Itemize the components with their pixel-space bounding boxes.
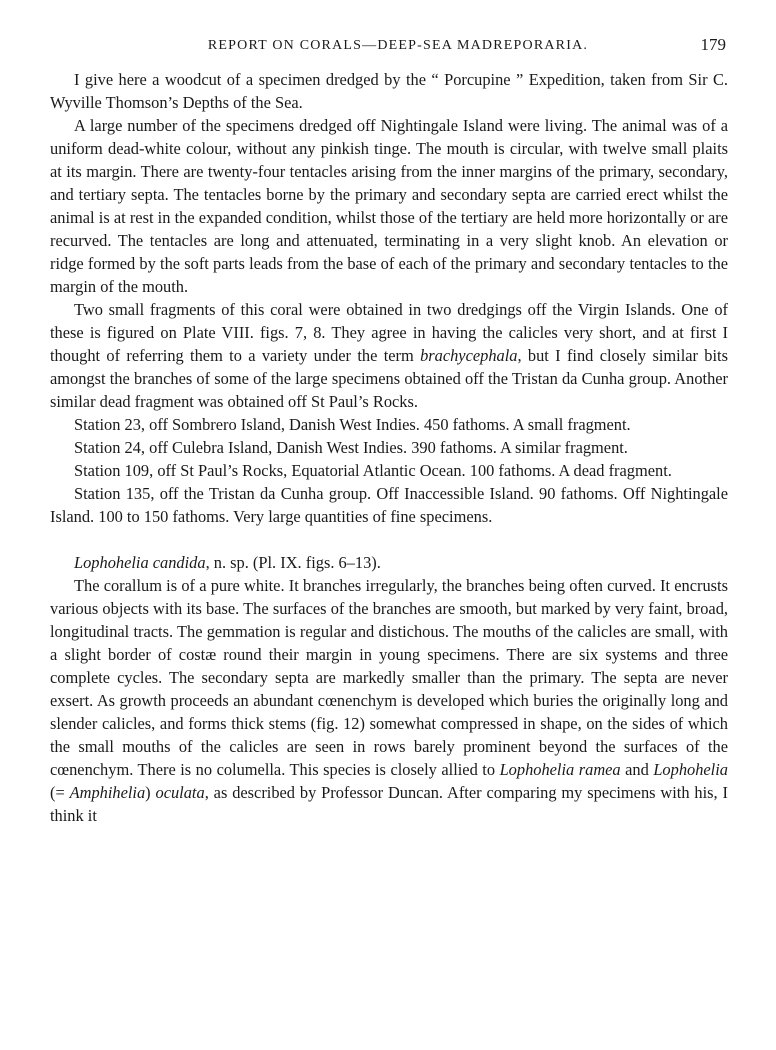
page-number: 179 — [700, 35, 726, 54]
species-heading — [50, 551, 728, 574]
description-text: The corallum is of a pure white. It branches irregularly, the branches being often curved. It encrusts various objects with its base. The surfaces of the branches are smooth, but marked by very faint, broad, longitudinal tracts. The gemmation is regular and distichous. The mouths of the calicles are small, with a slight border of costæ round their margin in young specimens. There are six systems and three complete cycles. The secondary septa are markedly smaller than the primary. The septa are never exsert. As growth proceeds an abundant cœnenchym is developed which buries the originally long and slender calicles, and forms thick stems (fig. 12) somewhat compressed in shape, on the sides of which the small mouths of the calicles are seen in rows barely prominent beyond the surfaces of the cœnenchym. There is no columella. This species is closely allied to — [50, 576, 728, 779]
station-entry: Station 109, off St Paul’s Rocks, Equatorial Atlantic Ocean. 100 fathoms. A dead fragment. — [74, 461, 672, 480]
species-reference: Amphihelia — [69, 783, 146, 802]
species-reference: oculata — [155, 783, 205, 802]
paragraph-text: Two small fragments of this coral were obtained in two dredgings off the Virgin Islands. One of these is figured on Plate VIII. figs. 7, 8. They agree in having the calicles very short, and at first I thought of referring them to a variety under the term — [50, 300, 728, 365]
station-entry: Station 135, off the Tristan da Cunha group. Off Inaccessible Island. 90 fathoms. Off Nightingale Island. 100 to 150 fathoms. Very large quantities of fine specimens. — [50, 484, 728, 526]
station-entry: Station 23, off Sombrero Island, Danish West Indies. 450 fathoms. A small fragment. — [74, 415, 631, 434]
station-entry: Station 24, off Culebra Island, Danish West Indies. 390 fathoms. A similar fragment. — [74, 438, 628, 457]
species-heading-suffix: , n. sp. (Pl. IX. figs. 6–13). — [205, 553, 381, 572]
description-text: and — [620, 760, 654, 779]
species-description — [50, 574, 728, 827]
document-page — [50, 35, 728, 827]
paragraph-living-animal: A large number of the specimens dredged off Nightingale Island were living. The animal was of a uniform dead-white colour, without any pinkish tinge. The mouth is circular, with twelve small plaits at its margin. There are twenty-four tentacles arising from the inner margins of the primary, secondary, and tertiary septa. The tentacles borne by the primary and secondary septa are carried erect whilst the animal is at rest in the expanded condition, whilst those of the tertiary are held more horizontally or are recurved. The tentacles are long and attenuated, terminating in a very slight knob. An elevation or ridge formed by the soft parts leads from the base of each of the primary and secondary tentacles to the margin of the mouth. — [50, 116, 728, 296]
paragraph-virgin-islands-fragments — [50, 298, 728, 413]
running-head — [50, 35, 728, 64]
description-text: ) — [145, 783, 156, 802]
paragraph-woodcut: I give here a woodcut of a specimen dredged by the “ Porcupine ” Expedition, taken from Sir C. Wyville Thomson’s Depths of the Sea. — [50, 70, 728, 112]
species-reference: Lophohelia ramea — [499, 760, 621, 779]
running-head-title: REPORT ON CORALS—DEEP-SEA MADREPORARIA. — [207, 38, 589, 53]
variety-term: brachycephala — [420, 346, 518, 365]
paragraph-text: , but I find closely similar bits amongst the branches of some of the large specimens obtained off the Tristan da Cunha group. Another similar dead fragment was obtained off St Paul’s Rocks. — [50, 346, 728, 411]
species-name: Lophohelia candida — [74, 553, 206, 572]
species-reference: Lophohelia — [653, 760, 728, 779]
section-gap — [50, 528, 728, 551]
description-text: (= — [50, 783, 70, 802]
description-text: , as described by Professor Duncan. After comparing my specimens with his, I think it — [50, 783, 728, 825]
body-text — [50, 68, 728, 827]
